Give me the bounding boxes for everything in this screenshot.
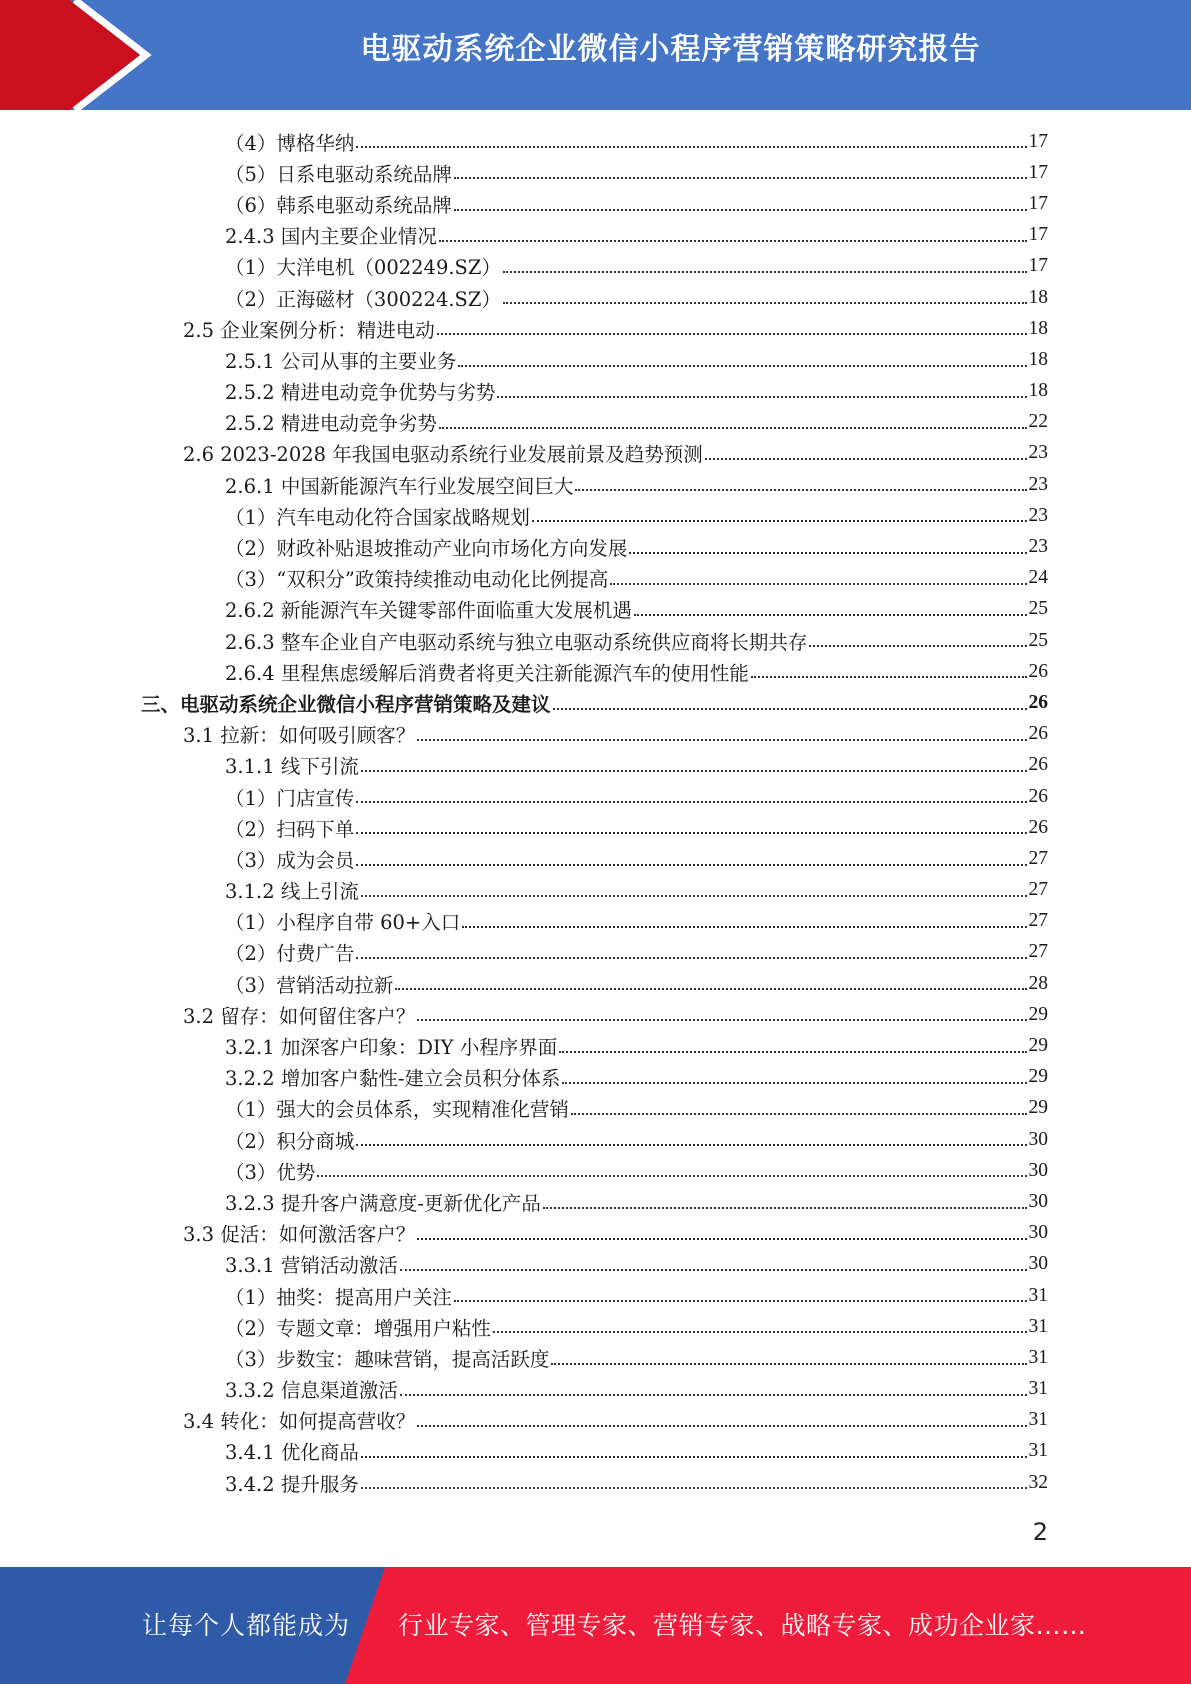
toc-entry-title: （1）汽车电动化符合国家战略规划 [225, 505, 530, 529]
toc-dot-leader [532, 519, 1027, 522]
toc-dot-leader [361, 1455, 1027, 1458]
toc-entry-page-number: 25 [1028, 629, 1048, 651]
toc-dot-leader [361, 769, 1027, 772]
toc-entry-title: 3.4 转化：如何提高营收？ [183, 1410, 416, 1434]
toc-dot-leader [417, 1424, 1026, 1427]
toc-entry-title: （3）优势 [225, 1160, 316, 1184]
toc-entry-page-number: 27 [1028, 941, 1048, 963]
toc-entry[interactable] [0, 719, 1191, 750]
toc-entry[interactable] [0, 781, 1191, 812]
toc-entry-page-number: 26 [1028, 691, 1048, 713]
toc-entry-page-number: 22 [1028, 411, 1048, 433]
toc-dot-leader [356, 800, 1026, 803]
toc-entry[interactable] [0, 344, 1191, 375]
toc-entry-page-number: 18 [1028, 348, 1048, 370]
toc-dot-leader [705, 457, 1027, 460]
toc-dot-leader [417, 738, 1026, 741]
toc-entry[interactable] [0, 1374, 1191, 1405]
toc-entry-title: （1）小程序自带 60+入口 [225, 911, 461, 935]
toc-entry-title: 2.5.1 公司从事的主要业务 [225, 349, 457, 373]
report-title: 电驱动系统企业微信小程序营销策略研究报告 [360, 32, 981, 67]
toc-entry-page-number: 31 [1028, 1315, 1048, 1337]
toc-entry[interactable] [0, 750, 1191, 781]
toc-entry[interactable] [0, 1218, 1191, 1249]
toc-entry[interactable] [0, 812, 1191, 843]
toc-entry-title: 3.4.1 优化商品 [225, 1441, 359, 1465]
toc-entry-page-number: 27 [1028, 847, 1048, 869]
toc-dot-leader [417, 1237, 1026, 1240]
toc-entry-page-number: 31 [1028, 1440, 1048, 1462]
toc-entry-title: （5）日系电驱动系统品牌 [225, 162, 452, 186]
toc-entry[interactable] [0, 1467, 1191, 1498]
toc-entry-title: 2.5.2 精进电动竞争优势与劣势 [225, 381, 496, 405]
toc-entry[interactable] [0, 1093, 1191, 1124]
toc-dot-leader [400, 1268, 1027, 1271]
toc-dot-leader [751, 675, 1027, 678]
toc-entry-title: 3.2.3 提升客户满意度-更新优化产品 [225, 1191, 541, 1215]
toc-entry-title: 2.6 2023-2028 年我国电驱动系统行业发展前景及趋势预测 [183, 443, 703, 467]
toc-entry-page-number: 18 [1028, 380, 1048, 402]
toc-entry-title: 2.5.2 精进电动竞争劣势 [225, 412, 437, 436]
toc-entry-page-number: 17 [1028, 224, 1048, 246]
toc-entry[interactable] [0, 999, 1191, 1030]
toc-dot-leader [503, 270, 1027, 273]
toc-entry-title: 3.3 促活：如何激活客户？ [183, 1223, 416, 1247]
toc-entry[interactable] [0, 1030, 1191, 1061]
toc-entry-title: 3.1 拉新：如何吸引顾客？ [183, 724, 416, 748]
toc-entry-page-number: 17 [1028, 192, 1048, 214]
toc-dot-leader [437, 332, 1027, 335]
toc-entry-page-number: 31 [1028, 1409, 1048, 1431]
toc-entry-page-number: 17 [1028, 161, 1048, 183]
toc-entry-page-number: 28 [1028, 972, 1048, 994]
toc-entry[interactable] [0, 1311, 1191, 1342]
toc-entry[interactable] [0, 313, 1191, 344]
toc-entry-title: （4）博格华纳 [225, 131, 355, 155]
toc-entry-title: 2.6.4 里程焦虑缓解后消费者将更关注新能源汽车的使用性能 [225, 661, 749, 685]
toc-dot-leader [417, 1018, 1026, 1021]
toc-entry-page-number: 26 [1028, 816, 1048, 838]
toc-entry-page-number: 18 [1028, 286, 1048, 308]
toc-dot-leader [497, 395, 1026, 398]
toc-entry[interactable] [0, 937, 1191, 968]
toc-entry-page-number: 27 [1028, 910, 1048, 932]
toc-entry[interactable] [0, 1062, 1191, 1093]
toc-entry[interactable] [0, 1155, 1191, 1186]
toc-entry[interactable] [0, 968, 1191, 999]
toc-entry[interactable] [0, 126, 1191, 157]
toc-entry-title: 3.2 留存：如何留住客户？ [183, 1004, 416, 1028]
toc-dot-leader [317, 1174, 1026, 1177]
toc-dot-leader [400, 1393, 1027, 1396]
toc-dot-leader [458, 364, 1026, 367]
toc-entry[interactable] [0, 625, 1191, 656]
toc-entry-title: （3）步数宝：趣味营销，提高活跃度 [225, 1347, 550, 1371]
toc-dot-leader [809, 644, 1026, 647]
toc-entry-title: （2）财政补贴退坡推动产业向市场化方向发展 [225, 537, 628, 561]
toc-dot-leader [629, 551, 1026, 554]
toc-entry[interactable] [0, 1280, 1191, 1311]
toc-entry-page-number: 23 [1028, 536, 1048, 558]
toc-entry-page-number: 17 [1028, 130, 1048, 152]
toc-entry-title: （1）强大的会员体系，实现精准化营销 [225, 1098, 569, 1122]
toc-entry[interactable] [0, 594, 1191, 625]
toc-entry[interactable] [0, 687, 1191, 718]
toc-entry[interactable] [0, 469, 1191, 500]
toc-entry[interactable] [0, 157, 1191, 188]
toc-dot-leader [543, 1206, 1027, 1209]
toc-entry-page-number: 26 [1028, 785, 1048, 807]
toc-dot-leader [559, 1050, 1026, 1053]
toc-entry-title: （2）付费广告 [225, 942, 355, 966]
footer-slogan-right: 行业专家、管理专家、营销专家、战略专家、成功企业家…… [398, 1611, 1087, 1640]
toc-entry-title: 三、电驱动系统企业微信小程序营销策略及建议 [141, 692, 551, 716]
toc-entry-page-number: 23 [1028, 442, 1048, 464]
toc-entry-title: （1）门店宣传 [225, 786, 355, 810]
toc-entry-page-number: 29 [1028, 1035, 1048, 1057]
toc-entry[interactable] [0, 656, 1191, 687]
toc-entry-page-number: 31 [1028, 1346, 1048, 1368]
toc-entry-page-number: 23 [1028, 473, 1048, 495]
toc-entry-title: （3）“双积分”政策持续推动电动化比例提高 [225, 568, 609, 592]
toc-entry-page-number: 24 [1028, 567, 1048, 589]
toc-entry-title: （1）大洋电机（002249.SZ） [225, 256, 501, 280]
toc-entry-page-number: 30 [1028, 1128, 1048, 1150]
toc-entry[interactable] [0, 220, 1191, 251]
toc-entry[interactable] [0, 1124, 1191, 1155]
toc-entry[interactable] [0, 531, 1191, 562]
toc-entry-page-number: 29 [1028, 1097, 1048, 1119]
toc-entry-title: （2）正海磁材（300224.SZ） [225, 287, 501, 311]
toc-entry-title: （1）抽奖：提高用户关注 [225, 1285, 452, 1309]
toc-dot-leader [493, 1330, 1027, 1333]
toc-dot-leader [454, 1299, 1027, 1302]
toc-entry-title: 2.6.1 中国新能源汽车行业发展空间巨大 [225, 474, 574, 498]
toc-dot-leader [361, 894, 1027, 897]
toc-entry-page-number: 17 [1028, 255, 1048, 277]
toc-dot-leader [356, 956, 1026, 959]
toc-dot-leader [571, 1112, 1027, 1115]
toc-entry[interactable] [0, 188, 1191, 219]
toc-entry[interactable] [0, 1342, 1191, 1373]
toc-dot-leader [575, 488, 1026, 491]
toc-entry-title: 2.5 企业案例分析：精进电动 [183, 318, 435, 342]
toc-dot-leader [356, 863, 1026, 866]
toc-entry[interactable] [0, 1186, 1191, 1217]
toc-entry-page-number: 26 [1028, 660, 1048, 682]
toc-entry[interactable] [0, 407, 1191, 438]
toc-dot-leader [439, 426, 1027, 429]
toc-entry[interactable] [0, 875, 1191, 906]
toc-dot-leader [454, 208, 1027, 211]
toc-entry[interactable] [0, 1436, 1191, 1467]
toc-entry-page-number: 25 [1028, 598, 1048, 620]
toc-entry-page-number: 30 [1028, 1190, 1048, 1212]
toc-entry-title: 2.6.2 新能源汽车关键零部件面临重大发展机遇 [225, 599, 632, 623]
toc-entry-page-number: 31 [1028, 1284, 1048, 1306]
toc-entry-title: 3.3.2 信息渠道激活 [225, 1379, 398, 1403]
toc-entry-page-number: 26 [1028, 723, 1048, 745]
toc-dot-leader [551, 1362, 1026, 1365]
toc-dot-leader [356, 1143, 1026, 1146]
toc-dot-leader [634, 613, 1027, 616]
toc-entry[interactable] [0, 251, 1191, 282]
toc-entry-title: 3.4.2 提升服务 [225, 1472, 359, 1496]
toc-entry-title: 3.1.2 线上引流 [225, 880, 359, 904]
toc-entry-page-number: 26 [1028, 754, 1048, 776]
toc-dot-leader [454, 176, 1027, 179]
toc-entry-title: 3.2.2 增加客户黏性-建立会员积分体系 [225, 1067, 561, 1091]
toc-entry-page-number: 32 [1028, 1471, 1048, 1493]
toc-entry-page-number: 29 [1028, 1066, 1048, 1088]
toc-entry-title: 2.6.3 整车企业自产电驱动系统与独立电驱动系统供应商将长期共存 [225, 630, 808, 654]
toc-dot-leader [553, 707, 1027, 710]
footer-slogan-left: 让每个人都能成为 [142, 1611, 351, 1640]
toc-dot-leader [356, 145, 1026, 148]
red-chevron-icon [0, 0, 160, 110]
toc-entry-title: 3.3.1 营销活动激活 [225, 1254, 398, 1278]
toc-dot-leader [356, 831, 1026, 834]
toc-entry-page-number: 23 [1028, 504, 1048, 526]
page-footer [0, 1567, 1191, 1684]
toc-entry-page-number: 27 [1028, 879, 1048, 901]
toc-entry-page-number: 31 [1028, 1378, 1048, 1400]
toc-dot-leader [610, 582, 1026, 585]
toc-dot-leader [462, 925, 1026, 928]
toc-entry-title: （3）营销活动拉新 [225, 973, 394, 997]
toc-entry-title: （2）专题文章：增强用户粘性 [225, 1316, 491, 1340]
toc-entry[interactable] [0, 282, 1191, 313]
toc-entry[interactable] [0, 563, 1191, 594]
toc-entry-page-number: 30 [1028, 1159, 1048, 1181]
toc-dot-leader [562, 1081, 1026, 1084]
toc-dot-leader [503, 301, 1027, 304]
toc-entry[interactable] [0, 1405, 1191, 1436]
toc-entry-title: 2.4.3 国内主要企业情况 [225, 225, 437, 249]
toc-entry[interactable] [0, 906, 1191, 937]
toc-entry-title: （3）成为会员 [225, 848, 355, 872]
toc-entry-title: 3.2.1 加深客户印象：DIY 小程序界面 [225, 1036, 558, 1060]
table-of-contents [0, 126, 1191, 1498]
toc-entry-page-number: 18 [1028, 317, 1048, 339]
page-header [0, 0, 1191, 110]
toc-entry-title: （2）扫码下单 [225, 817, 355, 841]
toc-entry[interactable] [0, 1249, 1191, 1280]
toc-dot-leader [395, 987, 1026, 990]
toc-entry-title: （6）韩系电驱动系统品牌 [225, 193, 452, 217]
toc-entry-page-number: 30 [1028, 1222, 1048, 1244]
toc-entry[interactable] [0, 500, 1191, 531]
toc-entry-title: 3.1.1 线下引流 [225, 755, 359, 779]
toc-dot-leader [361, 1486, 1027, 1489]
toc-entry[interactable] [0, 376, 1191, 407]
toc-dot-leader [439, 239, 1027, 242]
toc-entry-page-number: 29 [1028, 1003, 1048, 1025]
toc-entry[interactable] [0, 438, 1191, 469]
page-number: 2 [1032, 1518, 1048, 1546]
toc-entry-title: （2）积分商城 [225, 1129, 355, 1153]
toc-entry-page-number: 30 [1028, 1253, 1048, 1275]
toc-entry[interactable] [0, 843, 1191, 874]
